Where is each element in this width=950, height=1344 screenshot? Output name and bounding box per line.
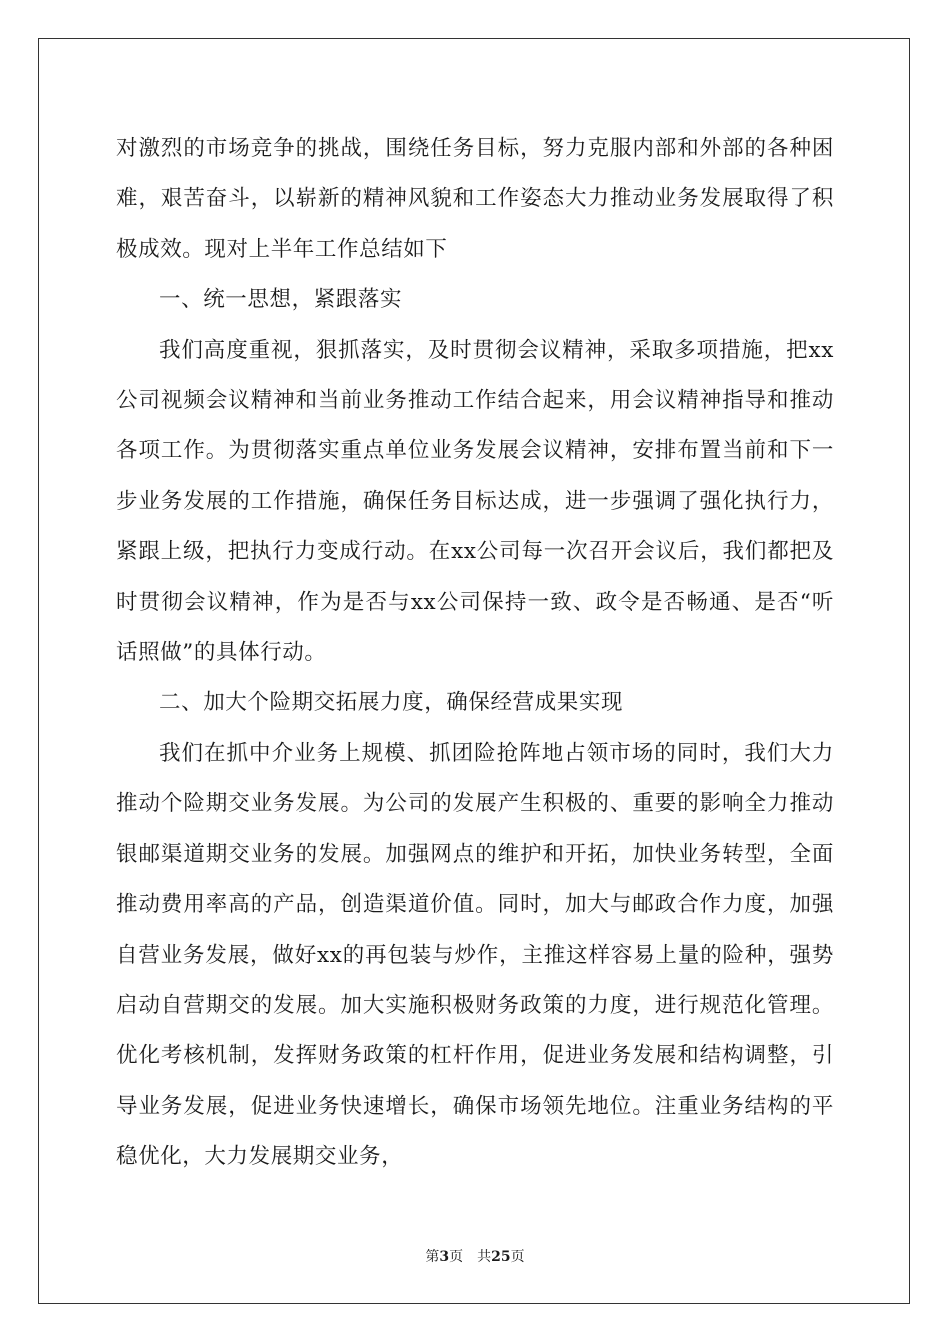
page-number: 3 [439,1249,450,1265]
total-suffix: 页 [510,1249,525,1265]
total-prefix: 共 [477,1249,492,1265]
section-heading-1: 一、统一思想，紧跟落实 [159,287,403,313]
paragraph-section-2: 我们在抓中介业务上规模、抓团险抢阵地占领市场的同时，我们大力推动个险期交业务发展。为公司的发展产生积极的、重要的影响全力推动银邮渠道期交业务的发展。加强网点的维护和开拓，加快业务转型，全面推动费用率高的产品，创造渠道价值。同时，加大与邮政合作力度，加强自营业务发展，做好xx的再包装与炒作，主推这样容易上量的险种，强势启动自营期交的发展。加大实施积极财务政策的力度，进行规范化管理。优化考核机制，发挥财务政策的杠杆作用，促进业务发展和结构调整，引导业务发展，促进业务快速增长，确保市场领先地位。注重业务结构的平稳优化，大力发展期交业务， [116,740,834,1170]
page-footer [0,1246,950,1266]
page-prefix: 第 [425,1249,440,1265]
paragraph-section-1: 我们高度重视，狠抓落实，及时贯彻会议精神，采取多项措施，把xx公司视频会议精神和当前业务推动工作结合起来，用会议精神指导和推动各项工作。为贯彻落实重点单位业务发展会议精神，安排布置当前和下一步业务发展的工作措施，确保任务目标达成，进一步强调了强化执行力，紧跟上级，把执行力变成行动。在xx公司每一次召开会议后，我们都把及时贯彻会议精神，作为是否与xx公司保持一致、政令是否畅通、是否“听话照做”的具体行动。 [116,337,834,666]
document-body [116,124,834,1183]
paragraph-intro: 对激烈的市场竞争的挑战，围绕任务目标，努力克服内部和外部的各种困难，艰苦奋斗，以崭新的精神风貌和工作姿态大力推动业务发展取得了积极成效。现对上半年工作总结如下 [116,136,834,262]
total-pages: 25 [491,1249,511,1265]
section-heading-2: 二、加大个险期交拓展力度，确保经营成果实现 [159,690,624,716]
page-suffix: 页 [449,1249,464,1265]
